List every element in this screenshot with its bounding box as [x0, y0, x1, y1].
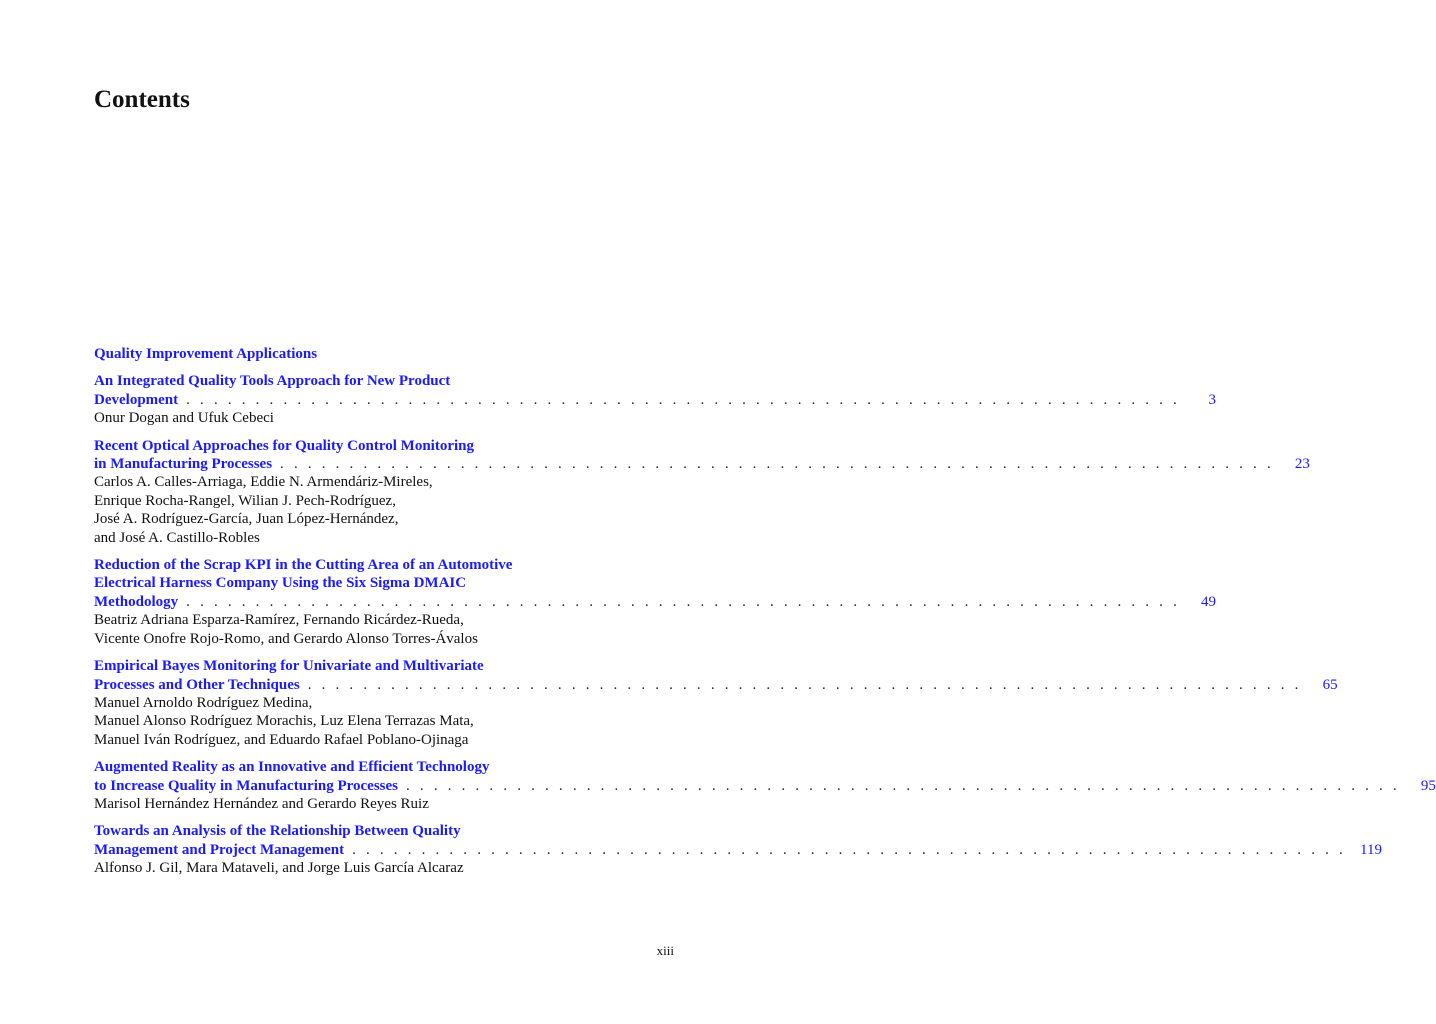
toc-entry-title-link[interactable] — [94, 758, 1436, 795]
author-line: Manuel Alonso Rodríguez Morachis, Luz Elena Terrazas Mata, — [94, 713, 474, 730]
table-of-contents — [94, 345, 1436, 887]
toc-page-number: 3 — [1208, 391, 1217, 408]
toc-entry — [94, 556, 1217, 648]
author-line: Alfonso J. Gil, Mara Mataveli, and Jorge Luis García Alcaraz — [94, 860, 464, 877]
dot-leader: . . . . . . . . . . . . . . . . . . . . . . . . . . . . . . . . . . . . . . . . . . . . . . . . . . . . . . . . . . . . . . . . . . . . . . . . — [186, 391, 1181, 408]
dot-leader: . . . . . . . . . . . . . . . . . . . . . . . . . . . . . . . . . . . . . . . . . . . . . . . . . . . . . . . . . . . . . . . . . . . . . . . . — [307, 676, 1302, 693]
toc-entry-title-line: Towards an Analysis of the Relationship Between Quality — [94, 823, 461, 840]
toc-entry-title-line: Development — [94, 391, 179, 408]
toc-page-number: 65 — [1322, 676, 1338, 693]
toc-entry-title-link[interactable] — [94, 822, 1382, 859]
toc-entry-title-link[interactable] — [94, 437, 1310, 474]
toc-page-number: 119 — [1360, 841, 1382, 858]
toc-entry-title-line: Augmented Reality as an Innovative and Efficient Technology — [94, 759, 490, 776]
toc-entry-title-line: Processes and Other Techniques — [94, 676, 300, 693]
toc-entry-title-line: Methodology — [94, 593, 179, 610]
toc-entry-title-line: Empirical Bayes Monitoring for Univariate and Multivariate — [94, 658, 484, 675]
page-folio: xiii — [656, 943, 674, 958]
toc-entry — [94, 822, 1382, 877]
page-title: Contents — [94, 86, 190, 113]
toc-entry-title-line: Reduction of the Scrap KPI in the Cutting Area of an Automotive — [94, 557, 513, 574]
toc-entry-authors — [94, 694, 674, 749]
toc-entry-title-line: in Manufacturing Processes — [94, 456, 273, 473]
toc-section-heading[interactable]: Quality Improvement Applications — [94, 346, 318, 362]
toc-entry-title-link[interactable] — [94, 556, 1217, 611]
toc-page-number: 49 — [1201, 593, 1217, 610]
toc-entry — [94, 657, 1338, 749]
author-line: Manuel Iván Rodríguez, and Eduardo Rafael Poblano-Ojinaga — [94, 731, 469, 748]
toc-entry — [94, 758, 1436, 813]
author-line: Onur Dogan and Ufuk Cebeci — [94, 410, 274, 427]
toc-entry-authors — [94, 859, 674, 877]
toc-entry-title-line: Management and Project Management — [94, 841, 345, 858]
toc-page-number: 95 — [1420, 777, 1436, 794]
author-line: José A. Rodríguez-García, Juan López-Hernández, — [94, 511, 399, 528]
toc-entry-title-line: Electrical Harness Company Using the Six Sigma DMAIC — [94, 575, 467, 592]
author-line: Carlos A. Calles-Arriaga, Eddie N. Armendáriz-Mireles, — [94, 474, 433, 491]
toc-entry-authors — [94, 611, 674, 648]
toc-entry-title-line: Recent Optical Approaches for Quality Control Monitoring — [94, 437, 474, 454]
toc-entry-title-line: to Increase Quality in Manufacturing Processes — [94, 777, 399, 794]
dot-leader: . . . . . . . . . . . . . . . . . . . . . . . . . . . . . . . . . . . . . . . . . . . . . . . . . . . . . . . . . . . . . . . . . . . . . . . . — [186, 593, 1181, 610]
author-line: Beatriz Adriana Esparza-Ramírez, Fernando Ricárdez-Rueda, — [94, 612, 464, 629]
dot-leader: . . . . . . . . . . . . . . . . . . . . . . . . . . . . . . . . . . . . . . . . . . . . . . . . . . . . . . . . . . . . . . . . . . . . . . . . — [280, 456, 1274, 473]
toc-entry-title-link[interactable] — [94, 372, 1217, 409]
toc-entry — [94, 437, 1310, 547]
author-line: Enrique Rocha-Rangel, Wilian J. Pech-Rodríguez, — [94, 492, 396, 509]
author-line: Vicente Onofre Rojo-Romo, and Gerardo Alonso Torres-Ávalos — [94, 630, 478, 647]
dot-leader: . . . . . . . . . . . . . . . . . . . . . . . . . . . . . . . . . . . . . . . . . . . . . . . . . . . . . . . . . . . . . . . . . . . . . . . . — [352, 841, 1346, 858]
author-line: and José A. Castillo-Robles — [94, 529, 260, 546]
toc-entry — [94, 372, 1217, 427]
toc-entry-authors — [94, 409, 674, 427]
toc-page-number: 23 — [1294, 456, 1310, 473]
toc-entry-title-line: An Integrated Quality Tools Approach for New Product — [94, 373, 451, 390]
author-line: Manuel Arnoldo Rodríguez Medina, — [94, 694, 313, 711]
toc-entry-title-link[interactable] — [94, 657, 1338, 694]
author-line: Marisol Hernández Hernández and Gerardo Reyes Ruiz — [94, 795, 429, 812]
dot-leader: . . . . . . . . . . . . . . . . . . . . . . . . . . . . . . . . . . . . . . . . . . . . . . . . . . . . . . . . . . . . . . . . . . . . . . . . — [406, 777, 1400, 794]
toc-entry-authors — [94, 795, 674, 813]
toc-entry-authors — [94, 473, 674, 547]
